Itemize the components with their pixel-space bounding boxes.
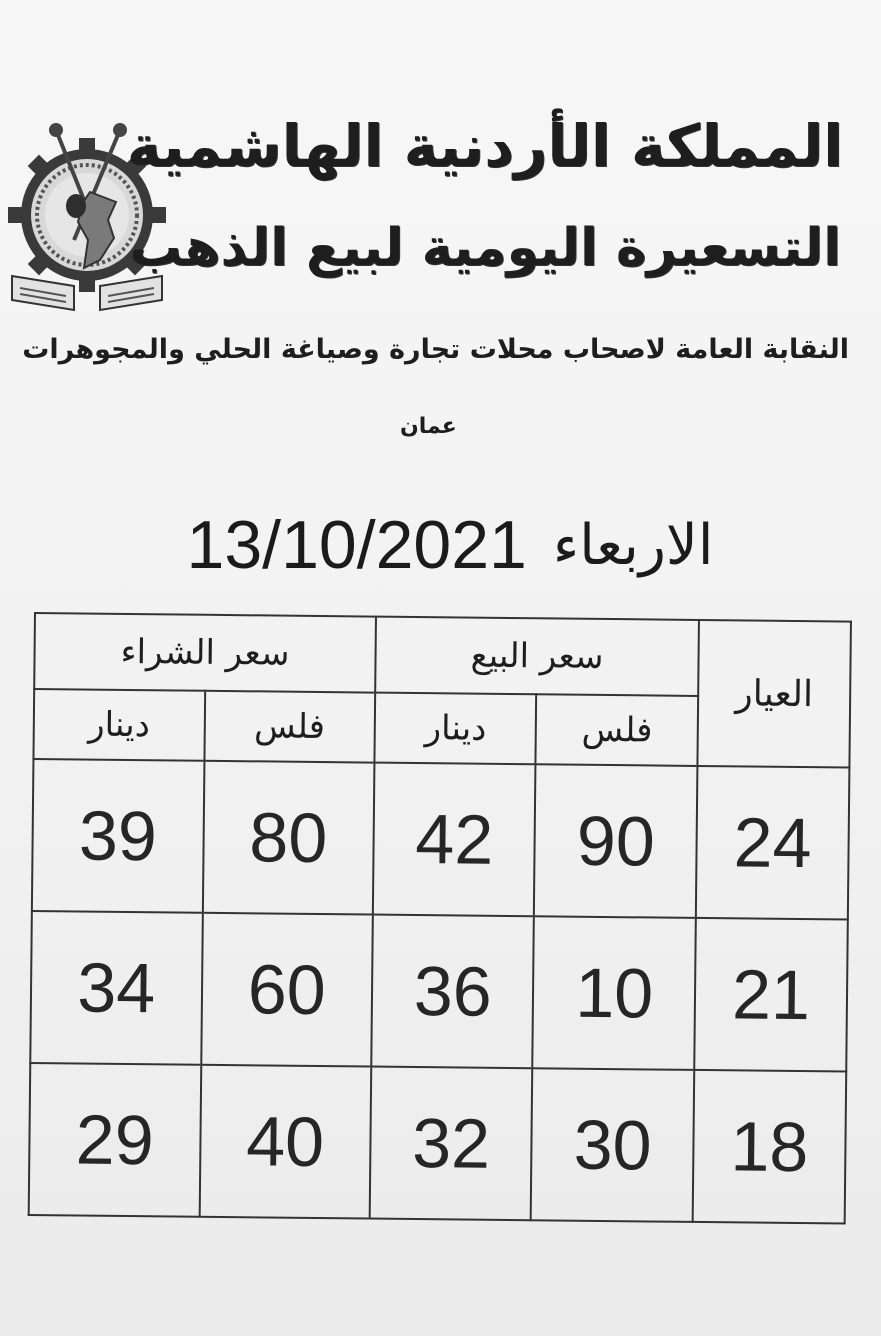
karat-cell: 18 — [693, 1070, 847, 1224]
buy-dinar-cell: 34 — [30, 911, 202, 1065]
union-name: النقابة العامة لاصحاب محلات تجارة وصياغة الحلي والمجوهرات — [22, 334, 849, 365]
table-row — [30, 911, 848, 1072]
buy-dinar-cell: 29 — [29, 1063, 201, 1217]
sell-price-header: سعر البيع — [375, 617, 699, 696]
sell-dinar-cell: 36 — [371, 915, 534, 1069]
page-title: المملكة الأردنية الهاشمية — [126, 112, 843, 180]
city-name: عمان — [400, 414, 457, 439]
sell-fils-cell: 30 — [531, 1068, 694, 1222]
buy-fils-cell: 60 — [201, 913, 373, 1067]
karat-header: العيار — [697, 620, 851, 768]
buy-price-header: سعر الشراء — [34, 613, 376, 693]
date-line — [140, 506, 760, 584]
sell-dinar-header: دينار — [374, 693, 536, 765]
sell-dinar-cell: 32 — [370, 1067, 533, 1221]
page-subtitle: التسعيرة اليومية لبيع الذهب — [129, 218, 841, 278]
table-header-row — [34, 613, 851, 698]
day-name: الاربعاء — [552, 513, 714, 576]
sell-fils-header: فلس — [536, 694, 698, 766]
table-row — [32, 759, 850, 920]
buy-fils-header: فلس — [204, 691, 375, 763]
karat-cell: 24 — [696, 766, 850, 920]
sell-fils-cell: 10 — [533, 916, 696, 1070]
karat-cell: 21 — [694, 918, 848, 1072]
sell-fils-cell: 90 — [534, 764, 697, 918]
buy-fils-cell: 80 — [202, 761, 374, 915]
buy-fils-cell: 40 — [199, 1065, 371, 1219]
gold-price-table — [28, 612, 852, 1225]
table-row — [29, 1063, 847, 1224]
sell-dinar-cell: 42 — [373, 763, 536, 917]
buy-dinar-cell: 39 — [32, 759, 204, 913]
buy-dinar-header: دينار — [33, 689, 204, 761]
date-value: 13/10/2021 — [186, 507, 527, 583]
